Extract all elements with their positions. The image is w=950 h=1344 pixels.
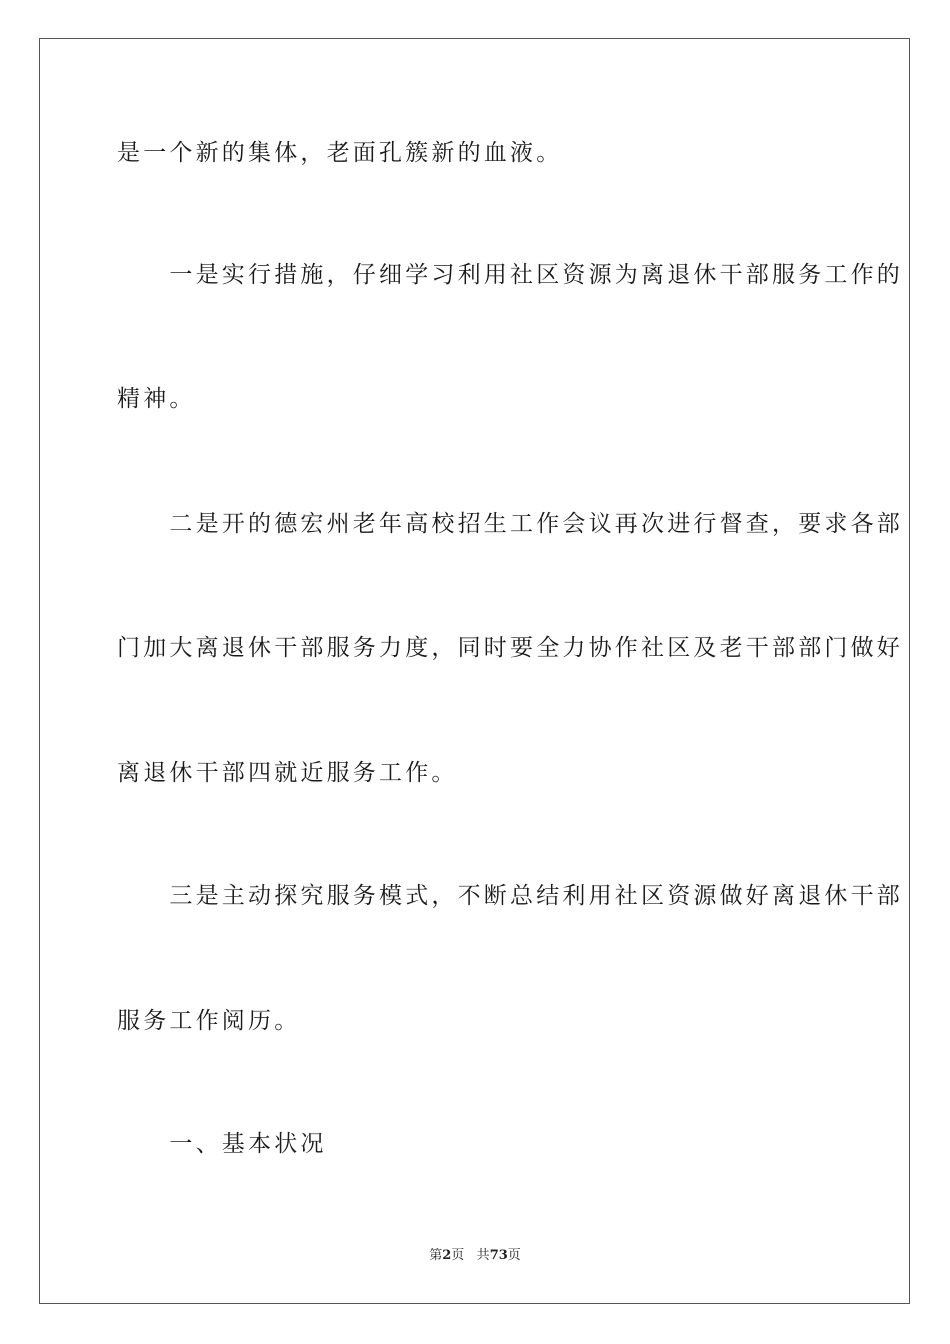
body-line-4: 二是开的德宏州老年高校招生工作会议再次进行督查，要求各部 [117, 511, 903, 537]
section-heading: 一、基本状况 [117, 1131, 327, 1157]
body-line-6: 离退休干部四就近服务工作。 [117, 760, 458, 786]
footer-total-suffix: 页 [507, 1248, 521, 1263]
footer-page-suffix: 页 [451, 1248, 465, 1263]
body-line-5: 门加大离退休干部服务力度，同时要全力协作社区及老干部部门做好 [117, 635, 903, 661]
body-line-2: 一是实行措施，仔细学习利用社区资源为离退休干部服务工作的 [117, 262, 903, 288]
body-line-7: 三是主动探究服务模式，不断总结利用社区资源做好离退休干部 [117, 883, 903, 909]
page-footer [0, 1247, 950, 1265]
body-line-3: 精神。 [117, 386, 196, 412]
body-line-1: 是一个新的集体，老面孔簇新的血液。 [117, 140, 563, 166]
footer-total-pages: 73 [489, 1248, 508, 1263]
footer-page-number: 2 [442, 1248, 452, 1263]
body-line-8: 服务工作阅历。 [117, 1008, 301, 1034]
footer-total-prefix: 共 [476, 1248, 490, 1263]
footer-page-prefix: 第 [429, 1248, 443, 1263]
page-border [39, 38, 910, 1304]
